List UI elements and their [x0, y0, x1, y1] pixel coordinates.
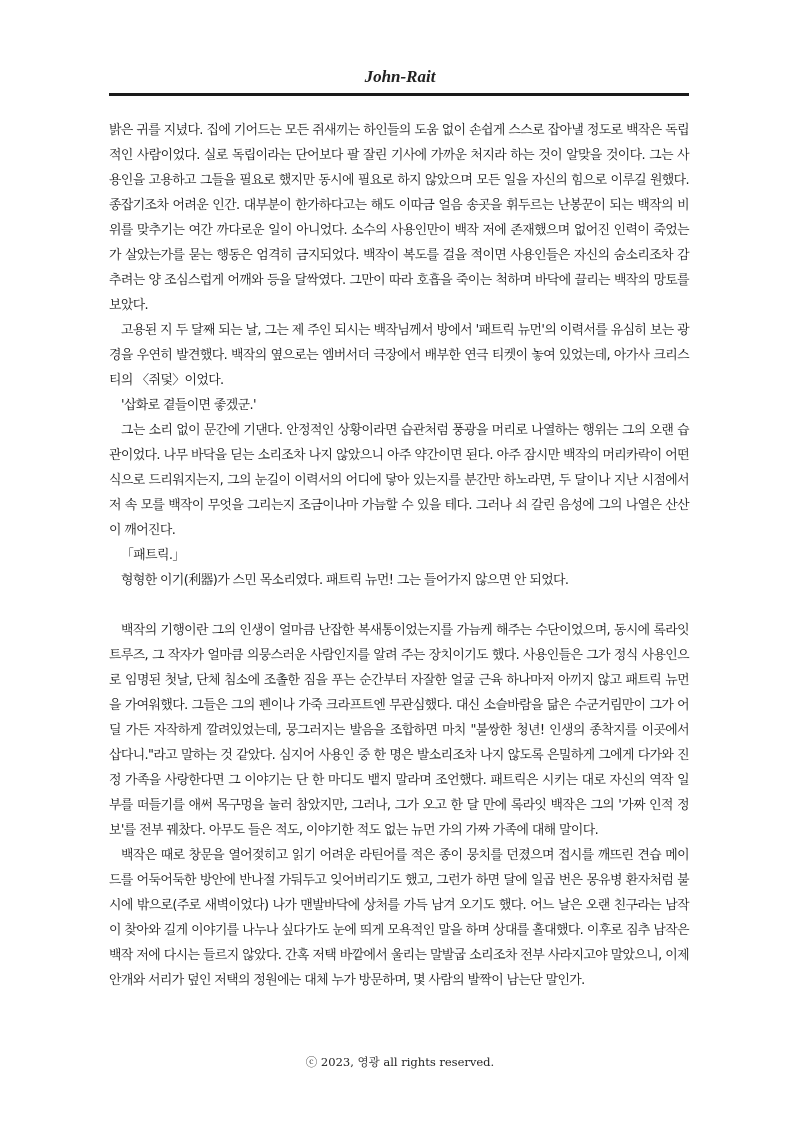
- paragraph: '삽화로 곁들이면 좋겠군.': [121, 398, 256, 413]
- paragraph: 「패트릭.」: [121, 548, 185, 563]
- section-1: [109, 118, 689, 593]
- section-2: [109, 618, 689, 993]
- header-divider: [109, 93, 689, 96]
- paragraph: 밝은 귀를 지녔다. 집에 기어드는 모든 쥐새끼는 하인들의 도움 없이 손쉽게 스스로 잡아낼 정도로 백작은 독립적인 사람이었다. 실로 독립이라는 단어보다 팔 잘린 기사에 가까운 처지라 하는 것이 알맞을 것이다. 그는 사용인을 고용하고 그들을 필요로 했지만 동시에 필요로 하지 않았으며 모든 일을 자신의 힘으로 이루길 원했다. 종잡기조차 어려운 인간. 대부분이 한가하다고는 해도 이따금 얼음 송곳을 휘두르는 난봉꾼이 되는 백작의 비위를 맞추기는 여간 까다로운 일이 아니었다. 소수의 사용인만이 백작 저에 존재했으며 없어진 인력이 죽었는가 살았는가를 묻는 행동은 엄격히 금지되었다. 백작이 복도를 걸을 적이면 사용인들은 자신의 숨소리조차 감추려는 양 조심스럽게 어깨와 등을 달싹였다. 그만이 따라 호흡을 죽이는 척하며 바닥에 끌리는 백작의 망토를 보았다.: [109, 123, 689, 313]
- paragraph: 형형한 이기(利器)가 스민 목소리였다. 패트릭 뉴먼! 그는 들어가지 않으면 안 되었다.: [121, 573, 569, 588]
- document-body: [109, 118, 689, 993]
- page-header-title: John-Rait: [364, 67, 436, 86]
- paragraph: 고용된 지 두 달째 되는 날, 그는 제 주인 되시는 백작님께서 방에서 '패트릭 뉴먼'의 이력서를 유심히 보는 광경을 우연히 발견했다. 백작의 옆으로는 엠버서더 극장에서 배부한 연극 티켓이 놓여 있었는데, 아가사 크리스티의 〈쥐덫〉이었다.: [109, 323, 689, 388]
- paragraph: 그는 소리 없이 문간에 기댄다. 안정적인 상황이라면 습관처럼 풍광을 머리로 나열하는 행위는 그의 오랜 습관이었다. 나무 바닥을 딛는 소리조차 나지 않았으니 아주 약간이면 된다. 아주 잠시만 백작의 머리카락이 어떤 식으로 드리워지는지, 그의 눈길이 이력서의 어디에 닿아 있는지를 분간만 하노라면, 두 달이나 지난 시점에서 저 속 모를 백작이 무엇을 그리는지 조금이나마 가늠할 수 있을 테다. 그러나 쇠 갈린 음성에 그의 나열은 산산이 깨어진다.: [109, 423, 689, 538]
- section-break: [109, 593, 689, 618]
- paragraph: 백작은 때로 창문을 열어젖히고 읽기 어려운 라틴어를 적은 종이 뭉치를 던졌으며 접시를 깨뜨린 견습 메이드를 어둑어둑한 방안에 반나절 가둬두고 잊어버리기도 했고, 그런가 하면 달에 일곱 번은 몽유병 환자처럼 불시에 밖으로(주로 새벽이었다) 나가 맨발바닥에 상처를 가득 남겨 오기도 했다. 어느 날은 오랜 친구라는 남작이 찾아와 길게 이야기를 나누나 싶다가도 눈에 띄게 모욕적인 말을 하며 상대를 홀대했다. 이후로 짐추 남작은 백작 저에 다시는 들르지 않았다. 간혹 저택 바깥에서 울리는 말발굽 소리조차 전부 사라지고야 말았으니, 이제 안개와 서리가 덮인 저택의 정원에는 대체 누가 방문하며, 몇 사람의 발짝이 남는단 말인가.: [109, 848, 689, 988]
- paragraph: 백작의 기행이란 그의 인생이 얼마큼 난잡한 복새통이었는지를 가늠케 해주는 수단이었으며, 동시에 록라잇 트루즈, 그 작자가 얼마큼 의뭉스러운 사람인지를 알려 주는 장치이기도 했다. 사용인들은 그가 정식 사용인으로 임명된 첫날, 단체 침소에 조촐한 짐을 푸는 순간부터 자잘한 얼굴 근육 하나마저 아끼지 않고 패트릭 뉴먼을 가여워했다. 그들은 그의 펜이나 가죽 크라프트엔 무관심했다. 대신 소슬바람을 닮은 수군거림만이 그가 어딜 가든 자작하게 깔려있었는데, 뭉그러지는 발음을 조합하면 마치 "불쌍한 청년! 인생의 종착지를 이곳에서 삽다니."라고 말하는 것 같았다. 심지어 사용인 중 한 명은 발소리조차 나지 않도록 은밀하게 그에게 다가와 진정 가족을 사랑한다면 그 이야기는 단 한 마디도 뱉지 말라며 조언했다. 패트릭은 시키는 대로 자신의 역작 일부를 떠들기를 애써 목구멍을 눌러 참았지만, 그러나, 그가 오고 한 달 만에 록라잇 백작은 그의 '가짜 인적 정보'를 전부 꿰찼다. 아무도 들은 적도, 이야기한 적도 없는 뉴먼 가의 가짜 가족에 대해 말이다.: [109, 623, 689, 838]
- copyright-footer: ⓒ 2023, 영광 all rights reserved.: [305, 1055, 495, 1069]
